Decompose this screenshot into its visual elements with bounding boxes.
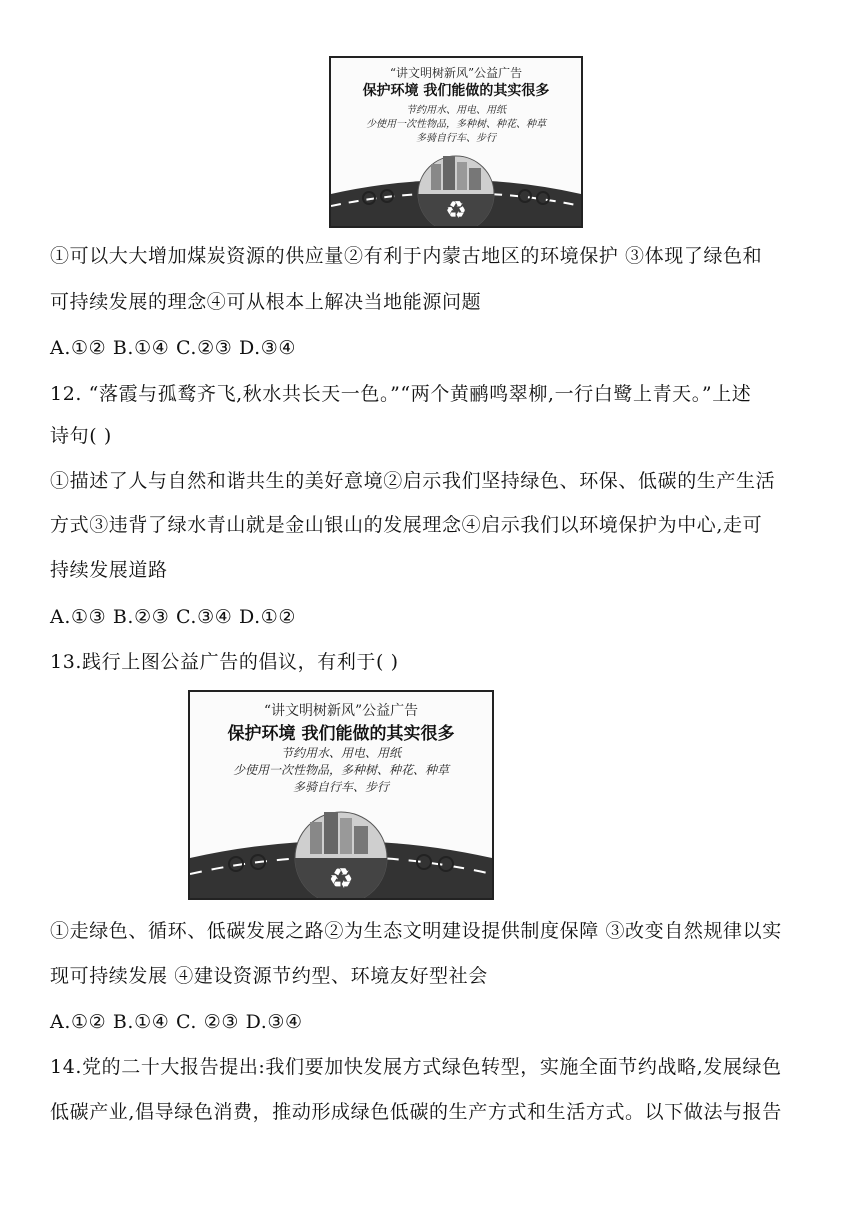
poster-text-2: 少使用一次性物品，多种树、种花、种草 xyxy=(232,763,449,777)
q11-options-line-2: 可持续发展的理念④可从根本上解决当地能源问题 xyxy=(50,291,482,313)
q12-stem-line-2: 诗句( ) xyxy=(50,425,112,447)
recycle-icon: ♻ xyxy=(328,862,354,895)
poster-title: 保护环境 我们能做的其实很多 xyxy=(362,83,550,99)
poster-text-1: 节约用水、用电、用纸 xyxy=(406,105,506,116)
q13-options-line-1: ①走绿色、循环、低碳发展之路②为生态文明建设提供制度保障 ③改变自然规律以实 xyxy=(50,920,782,942)
poster-title: 保护环境 我们能做的其实很多 xyxy=(227,724,455,744)
q14-stem-line-1: 14.党的二十大报告提出:我们要加快发展方式绿色转型，实施全面节约战略,发展绿色 xyxy=(50,1056,782,1078)
q11-choices: A.①② B.①④ C.②③ D.③④ xyxy=(50,337,297,359)
poster-heading: “讲文明树新风”公益广告 xyxy=(263,703,419,719)
poster-text-2: 少使用一次性物品，多种树、种花、种草 xyxy=(366,119,546,130)
q11-options-line-1: ①可以大大增加煤炭资源的供应量②有利于内蒙古地区的环境保护 ③体现了绿色和 xyxy=(50,245,763,267)
q14-stem-line-2: 低碳产业,倡导绿色消费，推动形成绿色低碳的生产方式和生活方式。以下做法与报告 xyxy=(50,1101,782,1123)
poster-illustration xyxy=(331,136,581,226)
poster-heading: “讲文明树新风”公益广告 xyxy=(389,66,523,80)
poster-text-3: 多骑自行车、步行 xyxy=(292,780,389,794)
q12-options-line-1: ①描述了人与自然和谐共生的美好意境②启示我们坚持绿色、环保、低碳的生产生活 xyxy=(50,470,776,492)
q12-options-line-2: 方式③违背了绿水青山就是金山银山的发展理念④启示我们以环境保护为中心,走可 xyxy=(50,514,763,536)
q12-options-line-3: 持续发展道路 xyxy=(50,559,168,581)
public-ad-poster-middle xyxy=(188,690,494,900)
poster-text-1: 节约用水、用电、用纸 xyxy=(280,746,401,760)
q13-stem: 13.践行上图公益广告的倡议，有利于( ) xyxy=(50,651,399,673)
poster-text-3: 多骑自行车、步行 xyxy=(416,133,496,144)
poster-illustration xyxy=(190,788,492,898)
q13-choices: A.①② B.①④ C. ②③ D.③④ xyxy=(50,1011,303,1033)
public-ad-poster-top xyxy=(329,56,583,228)
recycle-icon: ♻ xyxy=(445,196,467,224)
q13-options-line-2: 现可持续发展 ④建设资源节约型、环境友好型社会 xyxy=(50,965,488,987)
q12-stem-line-1: 12. “落霞与孤鹜齐飞,秋水共长天一色。”“两个黄鹂鸣翠柳,一行白鹭上青天。”上述 xyxy=(50,383,752,405)
q12-choices: A.①③ B.②③ C.③④ D.①② xyxy=(50,606,297,628)
